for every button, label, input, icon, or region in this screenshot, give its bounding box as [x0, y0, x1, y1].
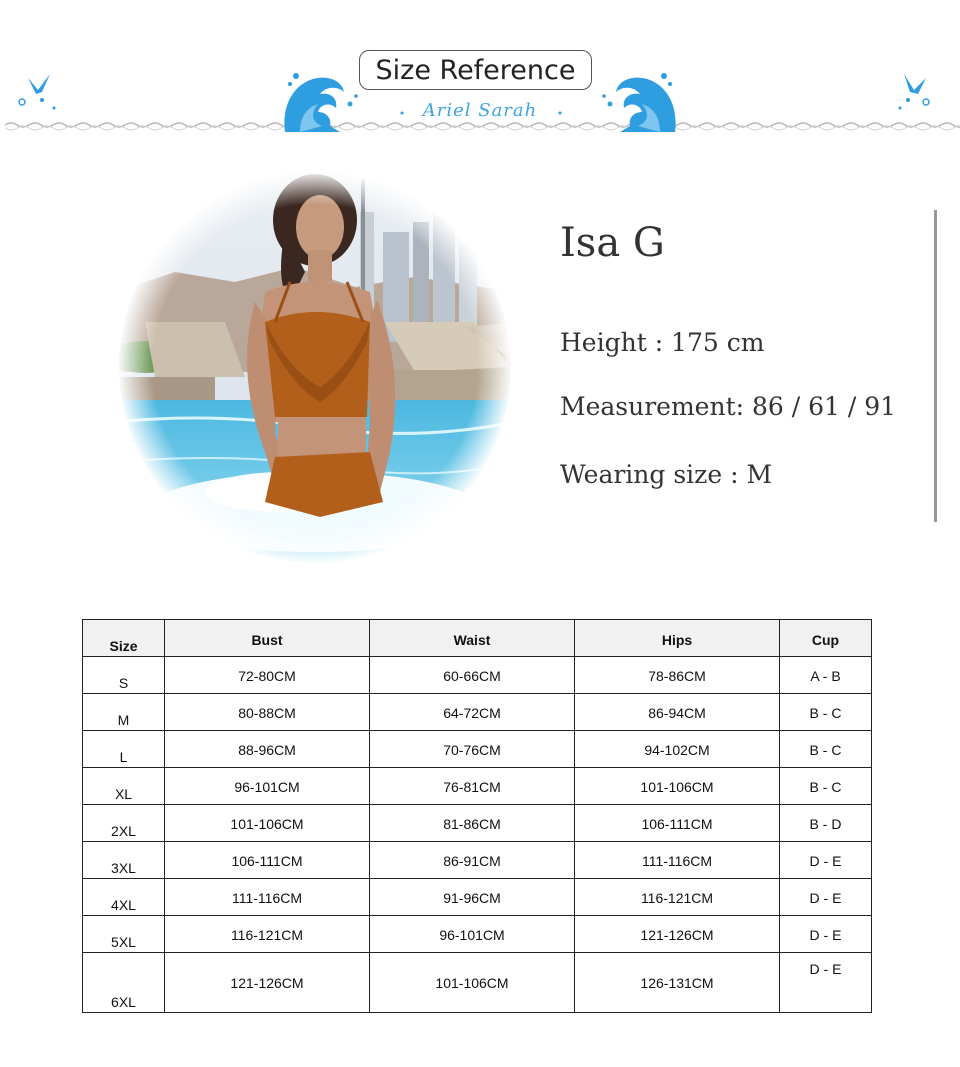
cell-cup: D - E — [780, 879, 872, 916]
cell-cup: D - E — [780, 953, 872, 1013]
cell-waist: 76-81CM — [370, 768, 575, 805]
header — [0, 0, 960, 150]
cell-size: 3XL — [83, 842, 165, 879]
model-height: Height : 175 cm — [560, 328, 765, 357]
cell-waist: 86-91CM — [370, 842, 575, 879]
cell-size: 4XL — [83, 879, 165, 916]
cell-waist: 60-66CM — [370, 657, 575, 694]
model-name: Isa G — [560, 220, 665, 266]
cell-size: L — [83, 731, 165, 768]
cell-waist: 81-86CM — [370, 805, 575, 842]
cell-cup: B - C — [780, 694, 872, 731]
cell-bust: 88-96CM — [165, 731, 370, 768]
model-measurement: Measurement: 86 / 61 / 91 — [560, 392, 897, 421]
size-table — [82, 619, 872, 1013]
cell-hips: 121-126CM — [575, 916, 780, 953]
cell-bust: 111-116CM — [165, 879, 370, 916]
table-row — [83, 953, 872, 1013]
cell-hips: 106-111CM — [575, 805, 780, 842]
cell-waist: 64-72CM — [370, 694, 575, 731]
table-row — [83, 879, 872, 916]
cell-hips: 86-94CM — [575, 694, 780, 731]
scrollbar[interactable] — [934, 210, 937, 522]
cell-waist: 96-101CM — [370, 916, 575, 953]
cell-bust: 121-126CM — [165, 953, 370, 1013]
cell-size: M — [83, 694, 165, 731]
header-bust: Bust — [165, 620, 370, 657]
table-row — [83, 657, 872, 694]
cell-waist: 70-76CM — [370, 731, 575, 768]
table-row — [83, 805, 872, 842]
cell-cup: B - C — [780, 768, 872, 805]
cell-size: 5XL — [83, 916, 165, 953]
cell-bust: 96-101CM — [165, 768, 370, 805]
brand-name: Ariel Sarah — [422, 100, 538, 121]
cell-hips: 78-86CM — [575, 657, 780, 694]
cell-bust: 72-80CM — [165, 657, 370, 694]
cell-waist: 91-96CM — [370, 879, 575, 916]
cell-hips: 126-131CM — [575, 953, 780, 1013]
header-cup: Cup — [780, 620, 872, 657]
table-row — [83, 916, 872, 953]
cell-size: S — [83, 657, 165, 694]
page-title: Size Reference — [359, 50, 592, 90]
header-size: Size — [83, 620, 165, 657]
cell-bust: 80-88CM — [165, 694, 370, 731]
cell-size: XL — [83, 768, 165, 805]
cell-waist: 101-106CM — [370, 953, 575, 1013]
cell-hips: 111-116CM — [575, 842, 780, 879]
cell-cup: D - E — [780, 916, 872, 953]
cell-cup: A - B — [780, 657, 872, 694]
table-row — [83, 842, 872, 879]
cell-bust: 101-106CM — [165, 805, 370, 842]
cell-bust: 106-111CM — [165, 842, 370, 879]
table-header-row — [83, 620, 872, 657]
cell-cup: B - C — [780, 731, 872, 768]
bird-right-icon — [899, 74, 930, 110]
table-row — [83, 694, 872, 731]
model-wearing-size: Wearing size : M — [560, 460, 773, 489]
cell-hips: 94-102CM — [575, 731, 780, 768]
cell-bust: 116-121CM — [165, 916, 370, 953]
model-photo — [115, 172, 515, 564]
bird-left-icon — [19, 74, 56, 110]
table-row — [83, 768, 872, 805]
cell-hips: 116-121CM — [575, 879, 780, 916]
cell-size: 6XL — [83, 953, 165, 1013]
header-waist: Waist — [370, 620, 575, 657]
table-row — [83, 731, 872, 768]
cell-size: 2XL — [83, 805, 165, 842]
cell-cup: B - D — [780, 805, 872, 842]
header-hips: Hips — [575, 620, 780, 657]
cell-hips: 101-106CM — [575, 768, 780, 805]
cell-cup: D - E — [780, 842, 872, 879]
